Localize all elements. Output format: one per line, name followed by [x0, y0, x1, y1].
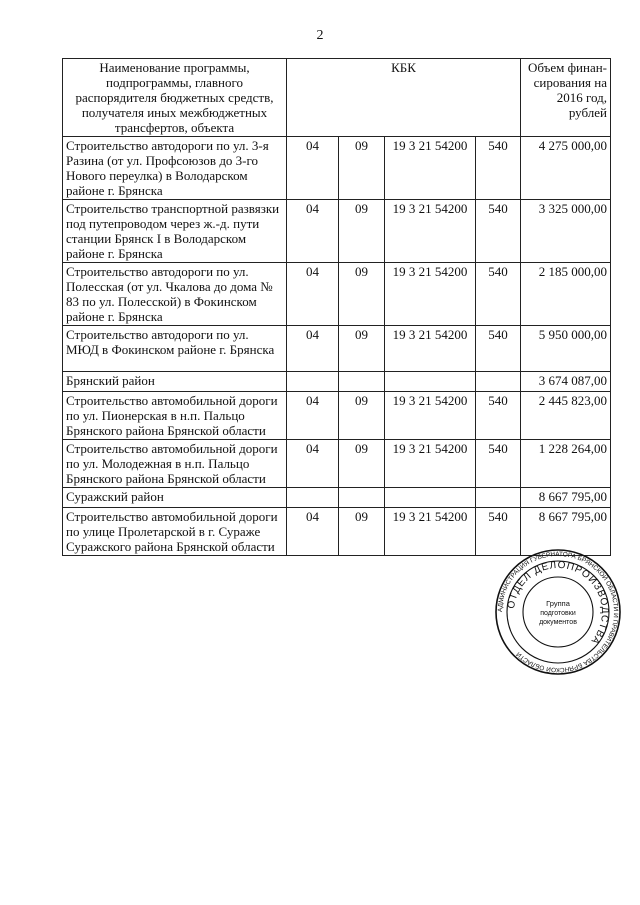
row-name: Строительство автомобильной дороги по улице Пролетарской в г. Сураже Суражского района Брянской области	[63, 508, 287, 556]
table-row	[63, 137, 611, 200]
row-amount: 3 325 000,00	[521, 200, 611, 263]
stamp-outer-text: АДМИНИСТРАЦИЯ ГУБЕРНАТОРА БРЯНСКОЙ ОБЛАСТИ И ПРАВИТЕЛЬСТВА БРЯНСКОЙ ОБЛАСТИ	[496, 550, 620, 674]
row-name: Суражский район	[63, 488, 287, 508]
kbk-subsection: 09	[339, 508, 385, 556]
row-name: Строительство автодороги по ул. МЮД в Фокинском районе г. Брянска	[63, 326, 287, 372]
table-row	[63, 440, 611, 488]
header-kbk: КБК	[287, 59, 521, 137]
kbk-section: 04	[287, 263, 339, 326]
kbk-section	[287, 372, 339, 392]
kbk-section	[287, 488, 339, 508]
department-stamp	[494, 548, 622, 676]
kbk-subsection: 09	[339, 137, 385, 200]
row-amount: 2 445 823,00	[521, 392, 611, 440]
table-header-row	[63, 59, 611, 137]
row-amount: 1 228 264,00	[521, 440, 611, 488]
row-amount: 3 674 087,00	[521, 372, 611, 392]
row-name: Брянский район	[63, 372, 287, 392]
kbk-subsection	[339, 372, 385, 392]
kbk-section: 04	[287, 508, 339, 556]
kbk-target-article: 19 3 21 54200	[385, 392, 476, 440]
row-amount: 2 185 000,00	[521, 263, 611, 326]
kbk-target-article	[385, 372, 476, 392]
row-name: Строительство автодороги по ул. 3-я Разина (от ул. Профсоюзов до 3-го Нового переулка) в Володарском районе г. Брянска	[63, 137, 287, 200]
kbk-section: 04	[287, 392, 339, 440]
kbk-target-article: 19 3 21 54200	[385, 440, 476, 488]
kbk-subsection	[339, 488, 385, 508]
kbk-target-article: 19 3 21 54200	[385, 326, 476, 372]
table-row	[63, 326, 611, 372]
kbk-section: 04	[287, 200, 339, 263]
kbk-expense-type: 540	[476, 508, 521, 556]
budget-table	[62, 58, 611, 556]
kbk-expense-type	[476, 372, 521, 392]
kbk-target-article	[385, 488, 476, 508]
table-row	[63, 263, 611, 326]
kbk-target-article: 19 3 21 54200	[385, 137, 476, 200]
stamp-center-line2: подготовки	[540, 610, 576, 617]
kbk-expense-type: 540	[476, 440, 521, 488]
kbk-subsection: 09	[339, 440, 385, 488]
row-name: Строительство автомобильной дороги по ул. Пионерская в н.п. Пальцо Брянского района Брянской области	[63, 392, 287, 440]
kbk-expense-type: 540	[476, 137, 521, 200]
kbk-subsection: 09	[339, 326, 385, 372]
stamp-center-line3: документов	[539, 619, 577, 626]
kbk-target-article: 19 3 21 54200	[385, 508, 476, 556]
page-number: 2	[316, 28, 324, 43]
table-body	[63, 137, 611, 556]
kbk-expense-type: 540	[476, 392, 521, 440]
kbk-section: 04	[287, 137, 339, 200]
table-row	[63, 392, 611, 440]
row-name: Строительство автодороги по ул. Полесская (от ул. Чкалова до дома № 83 по ул. Полесской) в Фокинском районе г. Брянска	[63, 263, 287, 326]
kbk-target-article: 19 3 21 54200	[385, 263, 476, 326]
table-subtotal-row	[63, 372, 611, 392]
kbk-subsection: 09	[339, 263, 385, 326]
kbk-section: 04	[287, 326, 339, 372]
header-amount: Объем финан-сирования на 2016 год, рублей	[521, 59, 611, 137]
kbk-expense-type: 540	[476, 263, 521, 326]
kbk-target-article: 19 3 21 54200	[385, 200, 476, 263]
row-amount: 5 950 000,00	[521, 326, 611, 372]
kbk-expense-type: 540	[476, 200, 521, 263]
row-name: Строительство транспортной развязки под путепроводом через ж.-д. пути станции Брянск I в Володарском районе г. Брянска	[63, 200, 287, 263]
row-amount: 8 667 795,00	[521, 508, 611, 556]
row-amount: 4 275 000,00	[521, 137, 611, 200]
stamp-center-line1: Группа	[546, 599, 570, 608]
row-name: Строительство автомобильной дороги по ул. Молодежная в н.п. Пальцо Брянского района Брянской области	[63, 440, 287, 488]
kbk-subsection: 09	[339, 200, 385, 263]
row-amount: 8 667 795,00	[521, 488, 611, 508]
table-subtotal-row	[63, 488, 611, 508]
table-row	[63, 200, 611, 263]
kbk-subsection: 09	[339, 392, 385, 440]
kbk-expense-type	[476, 488, 521, 508]
header-name: Наименование программы, подпрограммы, главного распорядителя бюджетных средств, получателя иных межбюджетных трансфертов, объекта	[63, 59, 287, 137]
kbk-section: 04	[287, 440, 339, 488]
stamp-ring-text: ОТДЕЛ ДЕЛОПРОИЗВОДСТВА	[505, 559, 611, 647]
kbk-expense-type: 540	[476, 326, 521, 372]
